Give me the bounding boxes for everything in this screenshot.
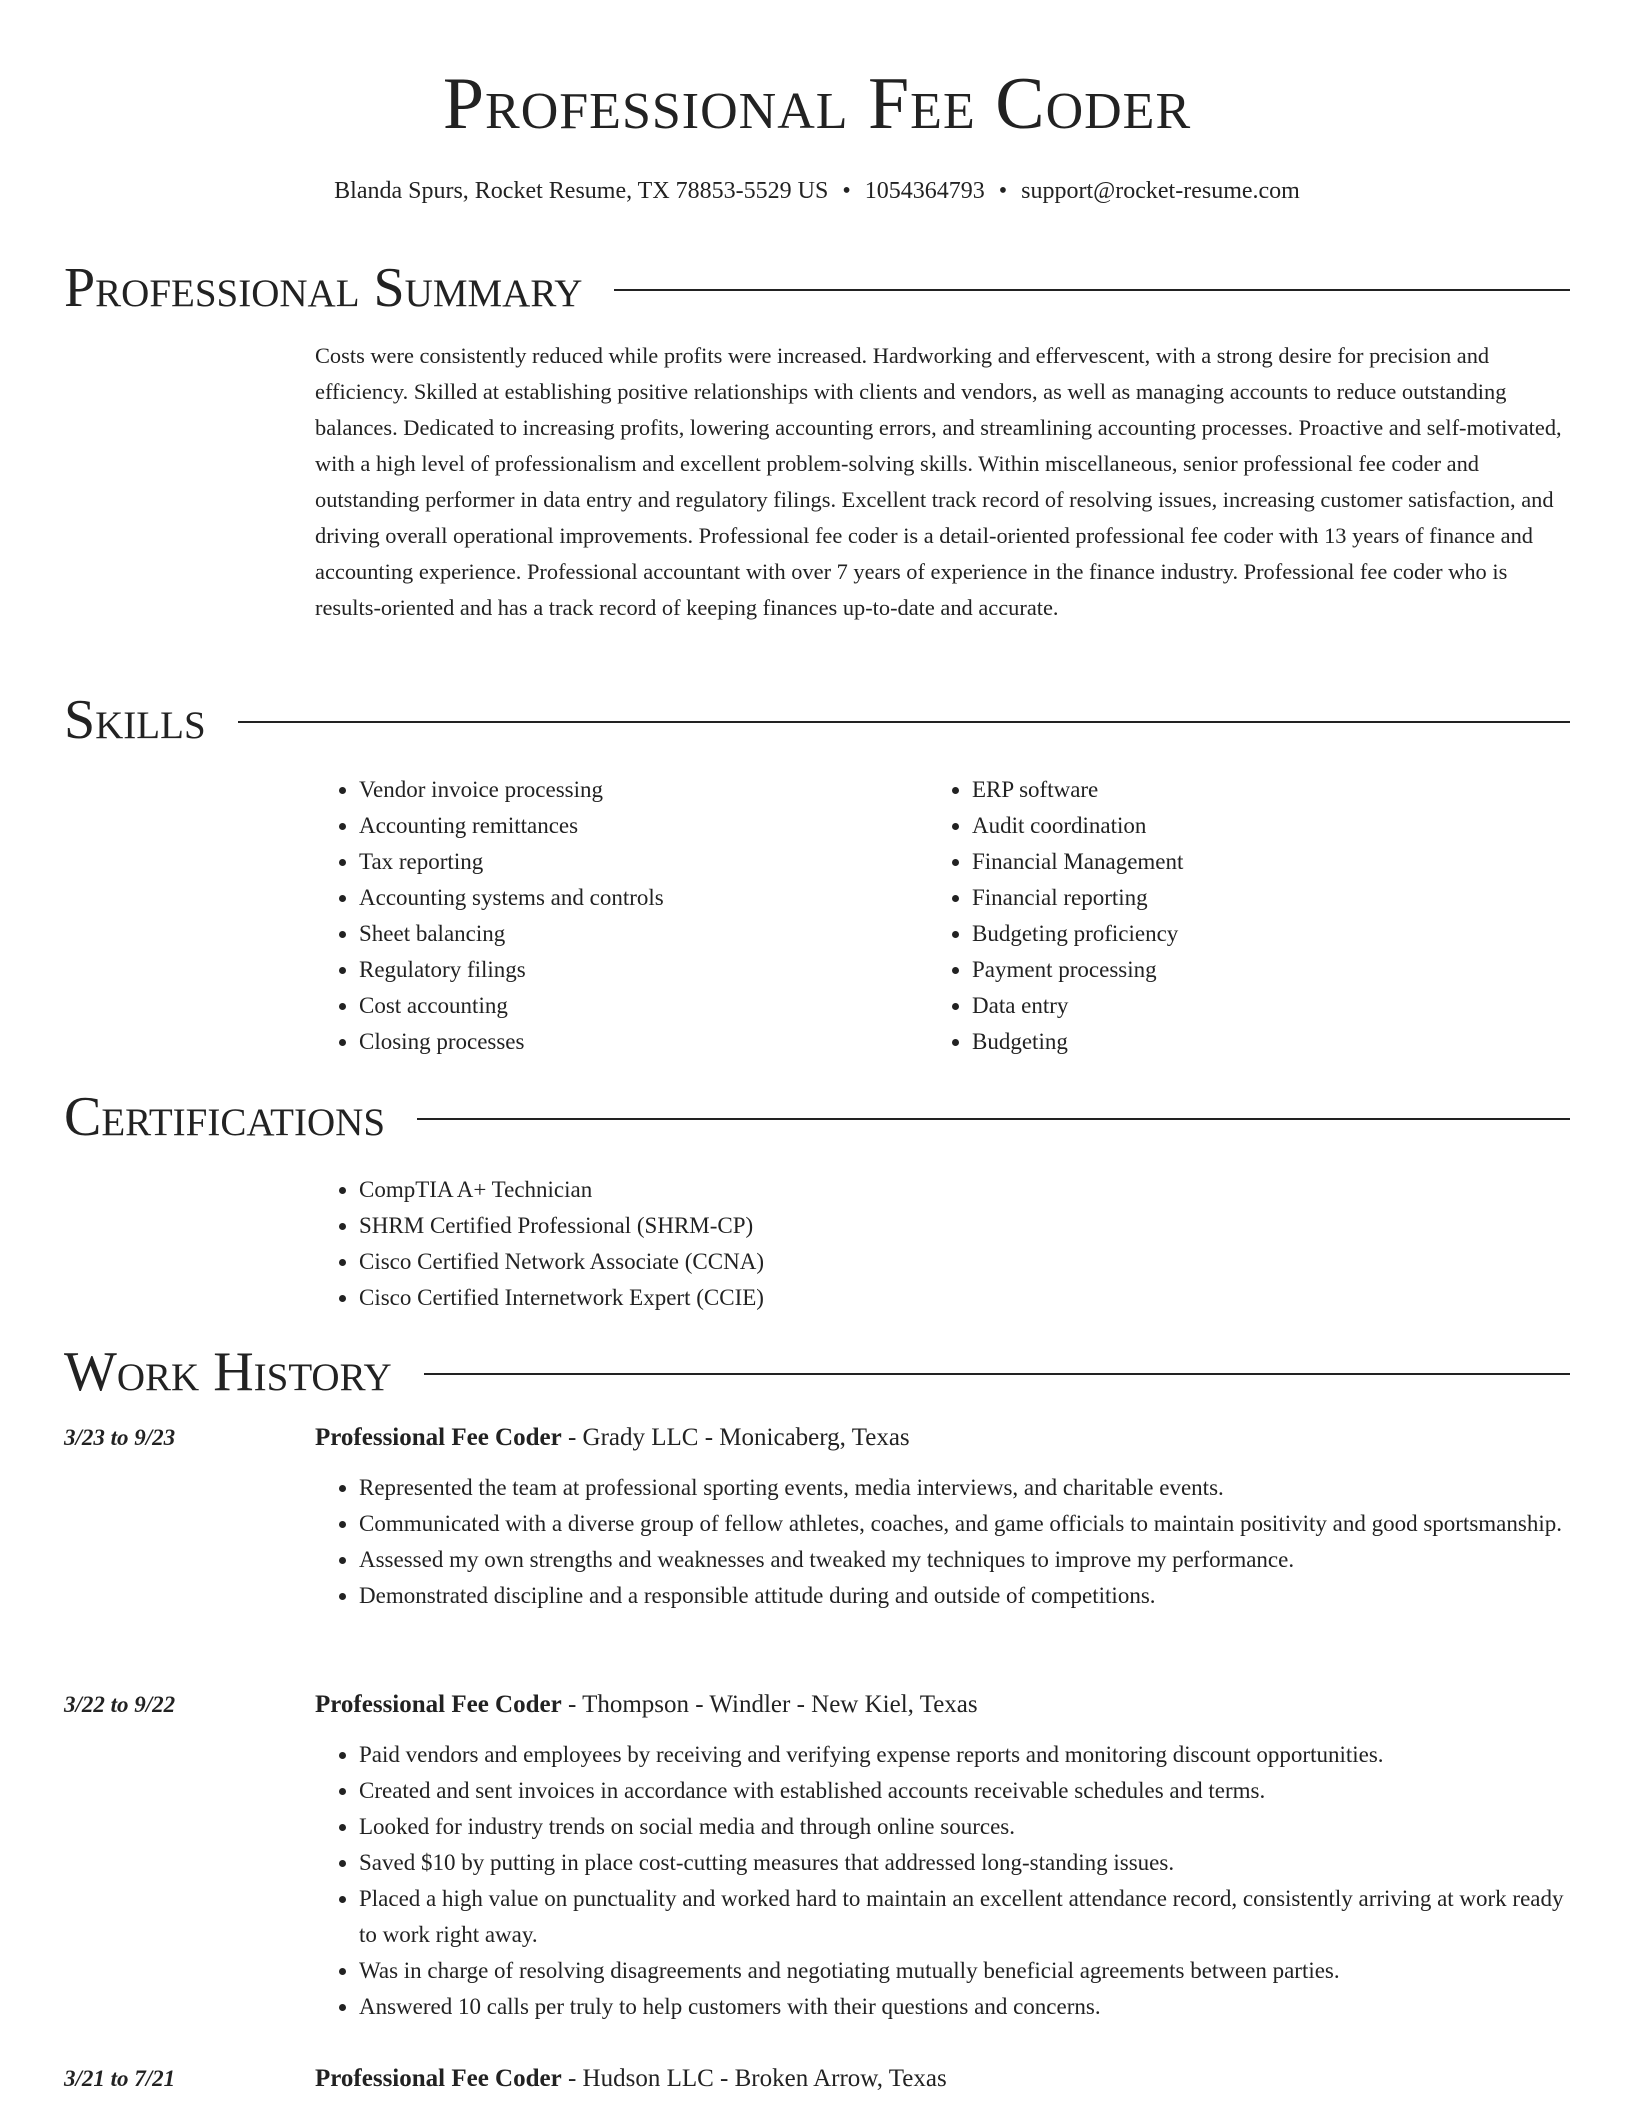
work-heading [315, 1420, 910, 1456]
work-heading [315, 1687, 978, 1723]
work-bullet: • Demonstrated discipline and a responsible attitude during and outside of competitions. [359, 1578, 1570, 1614]
section-divider [417, 1118, 1570, 1120]
section-divider [424, 1373, 1570, 1375]
skills-column-right [928, 772, 1528, 1060]
skills-section-heading [64, 688, 1570, 752]
certification-item: • Cisco Certified Internetwork Expert (CCIE) [359, 1280, 1570, 1316]
certification-item: • Cisco Certified Network Associate (CCNA) [359, 1244, 1570, 1280]
work-history-section-heading [64, 1340, 1570, 1404]
contact-separator: • [842, 178, 851, 204]
work-bullet: • Communicated with a diverse group of fellow athletes, coaches, and game officials to maintain positivity and good sportsmanship. [359, 1506, 1570, 1542]
skill-item: • Sheet balancing [359, 916, 915, 952]
section-title: Certifications [64, 1086, 386, 1148]
certification-item: • SHRM Certified Professional (SHRM-CP) [359, 1208, 1570, 1244]
skill-item: • Vendor invoice processing [359, 772, 915, 808]
contact-phone: 1054364793 [864, 178, 985, 204]
work-bullet: • Created and sent invoices in accordance with established accounts receivable schedules and terms. [359, 1773, 1570, 1809]
work-bullet: • Looked for industry trends on social media and through online sources. [359, 1809, 1570, 1845]
job-title: Professional Fee Coder [315, 2065, 562, 2092]
work-dates: 3/22 to 9/22 [64, 1692, 176, 1717]
work-bullet: • Represented the team at professional sporting events, media interviews, and charitable events. [359, 1470, 1570, 1506]
skill-item: • Financial Management [972, 844, 1528, 880]
skills-column-left [315, 772, 915, 1060]
section-divider [614, 289, 1570, 291]
work-heading [315, 2061, 947, 2097]
skill-item: • Financial reporting [972, 880, 1528, 916]
skill-item: • ERP software [972, 772, 1528, 808]
skill-item: • Audit coordination [972, 808, 1528, 844]
work-bullet: • Was in charge of resolving disagreements and negotiating mutually beneficial agreements between parties. [359, 1953, 1570, 1989]
section-title: Work History [64, 1341, 392, 1403]
work-dates: 3/21 to 7/21 [64, 2066, 176, 2091]
skill-item: • Budgeting [972, 1024, 1528, 1060]
skill-item: • Closing processes [359, 1024, 915, 1060]
work-bullets [315, 1737, 1570, 2025]
job-title: Professional Fee Coder [315, 1691, 562, 1718]
skill-item: • Data entry [972, 988, 1528, 1024]
skill-item: • Cost accounting [359, 988, 915, 1024]
work-bullet: • Answered 10 calls per truly to help customers with their questions and concerns. [359, 1989, 1570, 2025]
skill-item: • Payment processing [972, 952, 1528, 988]
contact-email[interactable]: support@rocket-resume.com [1021, 178, 1300, 204]
skill-item: • Tax reporting [359, 844, 915, 880]
work-bullet: • Saved $10 by putting in place cost-cutting measures that addressed long-standing issues. [359, 1845, 1570, 1881]
employer-location: - Thompson - Windler - New Kiel, Texas [561, 1691, 978, 1718]
contact-line [64, 174, 1570, 208]
contact-address: Blanda Spurs, Rocket Resume, TX 78853-5529 US [334, 178, 829, 204]
certifications-list [315, 1172, 1570, 1316]
skill-item: • Budgeting proficiency [972, 916, 1528, 952]
summary-section-heading [64, 256, 1570, 320]
skill-item: • Regulatory filings [359, 952, 915, 988]
section-title: Skills [64, 689, 206, 751]
work-bullet: • Placed a high value on punctuality and worked hard to maintain an excellent attendance record, consistently arriving at work ready to work right away. [359, 1881, 1570, 1953]
contact-separator: • [998, 178, 1008, 204]
job-title: Professional Fee Coder [315, 1424, 562, 1451]
section-divider [238, 721, 1570, 723]
skill-item: • Accounting remittances [359, 808, 915, 844]
summary-text: Costs were consistently reduced while profits were increased. Hardworking and effervescent, with a strong desire for precision and efficiency. Skilled at establishing positive relationships with clients and vendors, as well as managing accounts to reduce outstanding balances. Dedicated to increasing profits, lowering accounting errors, and streamlining accounting processes. Proactive and self-motivated, with a high level of professionalism and excellent problem-solving skills. Within miscellaneous, senior professional fee coder and outstanding performer in data entry and regulatory filings. Excellent track record of resolving issues, increasing customer satisfaction, and driving overall operational improvements. Professional fee coder is a detail-oriented professional fee coder with 13 years of finance and accounting experience. Professional accountant with over 7 years of experience in the finance industry. Professional fee coder who is results-oriented and has a track record of keeping finances up-to-date and accurate. [315, 343, 1562, 620]
resume-title: Professional Fee Coder [442, 63, 1192, 145]
certification-item: • CompTIA A+ Technician [359, 1172, 1570, 1208]
work-bullets [315, 1470, 1570, 1614]
section-title: Professional Summary [64, 257, 583, 319]
work-bullet: • Assessed my own strengths and weaknesses and tweaked my techniques to improve my performance. [359, 1542, 1570, 1578]
work-bullet: • Paid vendors and employees by receiving and verifying expense reports and monitoring discount opportunities. [359, 1737, 1570, 1773]
certifications-section-heading [64, 1085, 1570, 1149]
work-dates: 3/23 to 9/23 [64, 1425, 176, 1450]
employer-location: - Grady LLC - Monicaberg, Texas [561, 1424, 910, 1451]
employer-location: - Hudson LLC - Broken Arrow, Texas [561, 2065, 947, 2092]
skill-item: • Accounting systems and controls [359, 880, 915, 916]
